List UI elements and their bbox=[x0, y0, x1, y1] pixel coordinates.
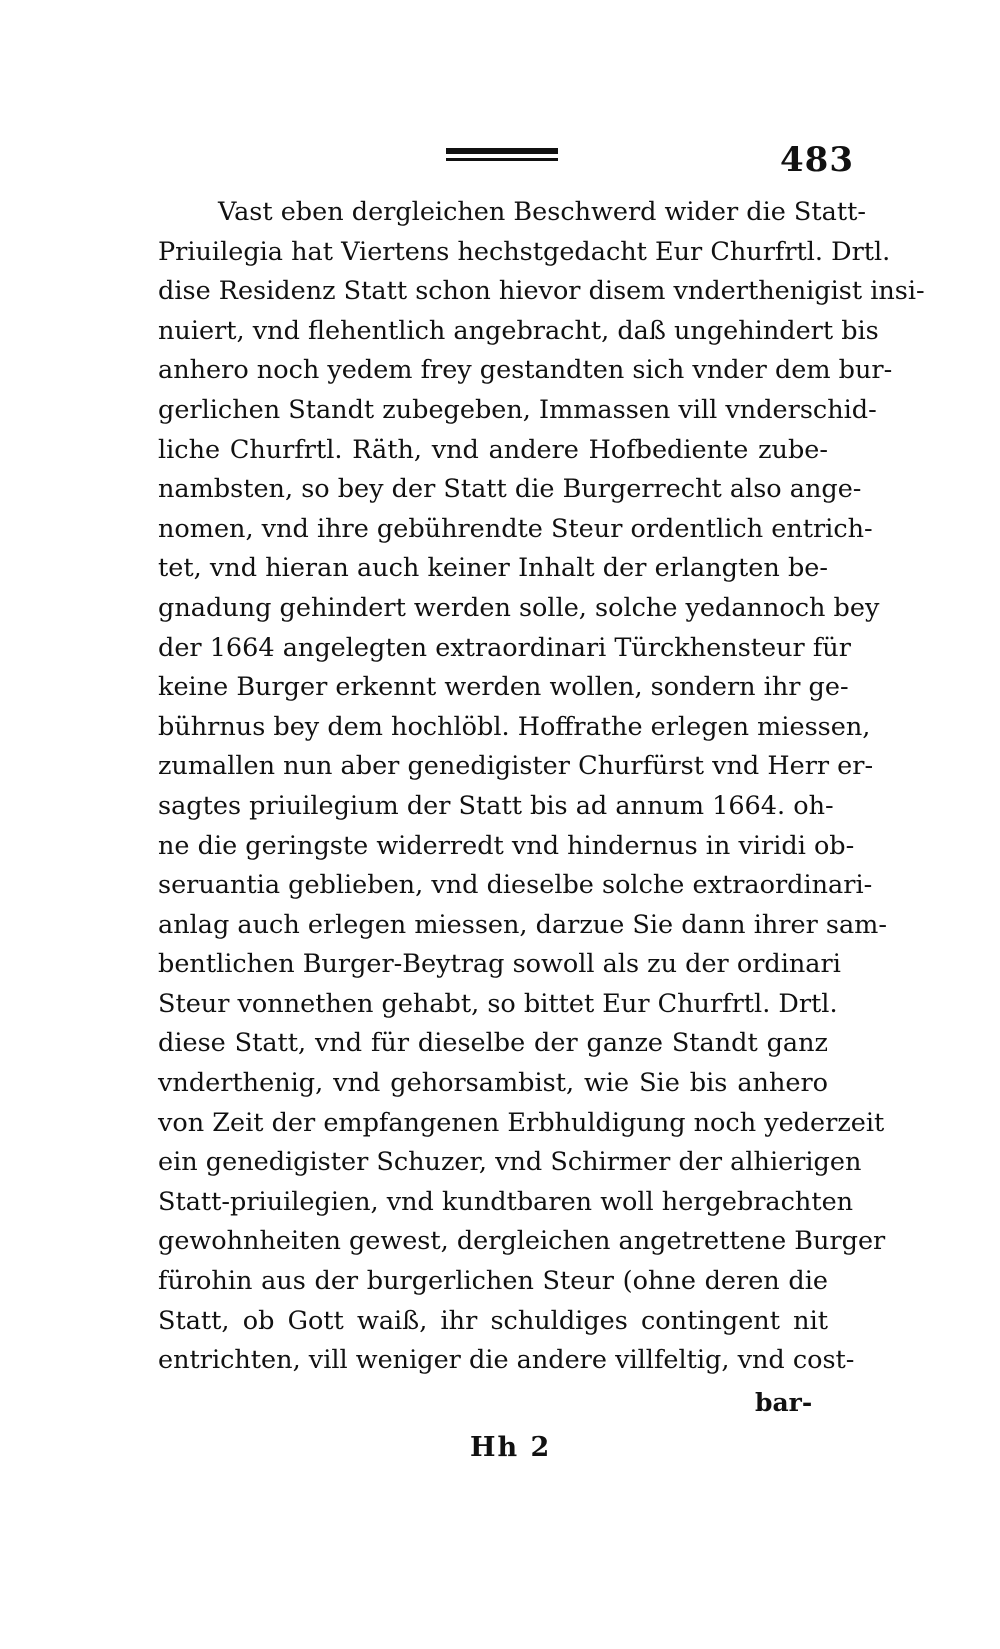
text-line: liche Churfrtl. Räth, vnd andere Hofbediente zube- bbox=[158, 434, 828, 465]
text-line: sagtes priuilegium der Statt bis ad annum 1664. oh- bbox=[158, 790, 834, 821]
text-line: gnadung gehindert werden solle, solche yedannoch bey bbox=[158, 592, 880, 623]
text-line: ein genedigister Schuzer, vnd Schirmer der alhierigen bbox=[158, 1147, 862, 1178]
text-line: anlag auch erlegen miessen, darzue Sie dann ihrer sam- bbox=[158, 909, 887, 940]
text-line: Statt-priuilegien, vnd kundtbaren woll hergebrachten bbox=[158, 1186, 854, 1217]
text-line: tet, vnd hieran auch keiner Inhalt der erlangten be- bbox=[158, 553, 828, 584]
text-line: keine Burger erkennt werden wollen, sondern ihr ge- bbox=[158, 672, 849, 703]
text-line: seruantia geblieben, vnd dieselbe solche extraordinari- bbox=[158, 870, 873, 901]
catchword: bar- bbox=[755, 1388, 813, 1417]
text-line: nuiert, vnd flehentlich angebracht, daß ungehindert bis bbox=[158, 315, 879, 346]
text-line: vnderthenig, vnd gehorsambist, wie Sie bis anhero bbox=[158, 1068, 828, 1099]
text-line: entrichten, vill weniger die andere villfeltig, vnd cost- bbox=[158, 1345, 855, 1376]
text-line: Vast eben dergleichen Beschwerd wider die Statt- bbox=[218, 197, 866, 227]
text-line: gewohnheiten gewest, dergleichen angetrettene Burger bbox=[158, 1226, 886, 1257]
header-rule-thin bbox=[446, 158, 558, 161]
text-line: bührnus bey dem hochlöbl. Hoffrathe erlegen miessen, bbox=[158, 711, 871, 742]
text-line: anhero noch yedem frey gestandten sich vnder dem bur- bbox=[158, 355, 893, 386]
signature-mark: Hh 2 bbox=[470, 1432, 552, 1463]
text-line: gerlichen Standt zubegeben, Immassen vill vnderschid- bbox=[158, 394, 877, 425]
text-line: Steur vonnethen gehabt, so bittet Eur Churfrtl. Drtl. bbox=[158, 988, 838, 1019]
text-line: dise Residenz Statt schon hievor disem vnderthenigist insi- bbox=[158, 276, 925, 307]
page-number: 483 bbox=[780, 140, 854, 180]
text-line: diese Statt, vnd für dieselbe der ganze Standt ganz bbox=[158, 1028, 828, 1059]
body-text bbox=[158, 193, 925, 1381]
text-line: der 1664 angelegten extraordinari Türckhensteur für bbox=[158, 632, 851, 663]
header-rule-thick bbox=[446, 148, 558, 154]
text-line: Statt, ob Gott waiß, ihr schuldiges contingent nit bbox=[158, 1305, 828, 1336]
text-line: nambsten, so bey der Statt die Burgerrecht also ange- bbox=[158, 474, 862, 505]
text-line: bentlichen Burger-Beytrag sowoll als zu der ordinari bbox=[158, 949, 841, 980]
text-line: nomen, vnd ihre gebührendte Steur ordentlich entrich- bbox=[158, 513, 873, 544]
text-line: zumallen nun aber genedigister Churfürst vnd Herr er- bbox=[158, 751, 874, 782]
text-line: fürohin aus der burgerlichen Steur (ohne deren die bbox=[158, 1266, 828, 1297]
text-line: ne die geringste widerredt vnd hindernus in viridi ob- bbox=[158, 830, 855, 861]
text-line: Priuilegia hat Viertens hechstgedacht Eur Churfrtl. Drtl. bbox=[158, 236, 891, 267]
text-line: von Zeit der empfangenen Erbhuldigung noch yederzeit bbox=[158, 1107, 885, 1138]
